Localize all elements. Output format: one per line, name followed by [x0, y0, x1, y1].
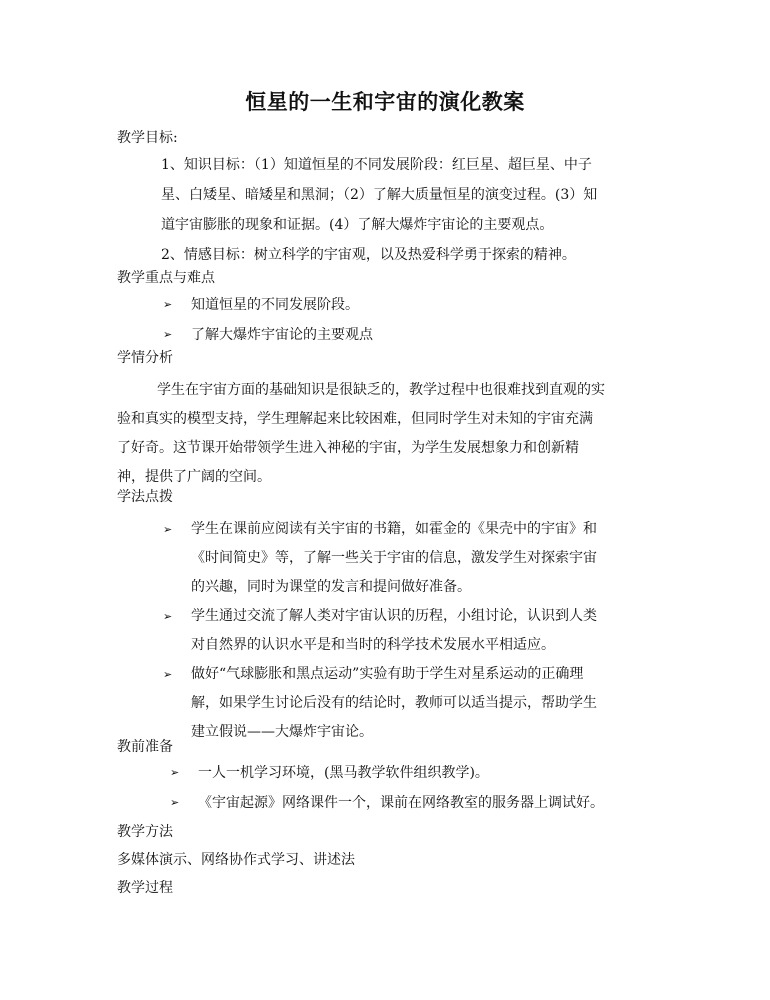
analysis-line: 学生在宇宙方面的基础知识是很缺乏的，教学过程中也很难找到直观的实 — [157, 382, 605, 398]
emotion-objective: 2、情感目标：树立科学的宇宙观，以及热爱科学勇于探索的精神。 — [161, 247, 576, 263]
key-points-list — [163, 290, 373, 350]
teaching-methods-text: 多媒体演示、网络协作式学习、讲述法 — [117, 852, 355, 868]
list-item: ➢ 《宇宙起源》网络课件一个，课前在网络教室的服务器上调试好。 — [170, 788, 604, 818]
knowledge-line: 道宇宙膨胀的现象和证据。(4）了解大爆炸宇宙论的主要观点。 — [161, 217, 554, 233]
key-points-heading: 教学重点与难点 — [117, 270, 215, 286]
process-heading: 教学过程 — [117, 880, 173, 896]
list-item: ➢ 学生通过交流了解人类对宇宙认识的历程，小组讨论，认识到人类 对自然界的认识水平是和当时的科学技术发展水平相适应。 — [163, 602, 597, 660]
methods-guide-heading: 学法点拨 — [117, 489, 173, 505]
analysis-heading: 学情分析 — [117, 350, 173, 366]
document-title: 恒星的一生和宇宙的演化教案 — [245, 89, 525, 114]
bullet-icon: ➢ — [163, 298, 173, 311]
objectives-knowledge — [117, 150, 662, 270]
list-item: ➢ 一人一机学习环境，(黑马教学软件组织教学)。 — [170, 758, 604, 788]
knowledge-line: 星、白矮星、暗矮星和黑洞；（2）了解大质量恒星的演变过程。(3）知 — [161, 187, 598, 203]
bullet-icon: ➢ — [163, 523, 173, 536]
preparation-heading: 教前准备 — [117, 739, 173, 755]
teaching-methods-heading: 教学方法 — [117, 824, 173, 840]
analysis-line: 神，提供了广阔的空间。 — [117, 469, 271, 485]
knowledge-line: 1、知识目标：（1）知道恒星的不同发展阶段：红巨星、超巨星、中子 — [161, 157, 592, 173]
list-item: ➢ 知道恒星的不同发展阶段。 — [163, 290, 373, 320]
list-item: ➢ 做好“气球膨胀和黑点运动”实验有助于学生对星系运动的正确理 解，如果学生讨论后没有的结论时，教师可以适当提示，帮助学生 建立假说——大爆炸宇宙论。 — [163, 660, 597, 747]
analysis-line: 验和真实的模型支持，学生理解起来比较困难，但同时学生对未知的宇宙充满 — [117, 411, 593, 427]
objectives-heading: 教学目标: — [117, 130, 178, 146]
list-item: ➢ 学生在课前应阅读有关宇宙的书籍，如霍金的《果壳中的宇宙》和 《时间简史》等，了解一些关于宇宙的信息，激发学生对探索宇宙 的兴趣，同时为课堂的发言和提问做好准备。 — [163, 515, 597, 602]
bullet-icon: ➢ — [163, 328, 173, 341]
bullet-icon: ➢ — [170, 766, 180, 779]
list-item: ➢ 了解大爆炸宇宙论的主要观点 — [163, 320, 373, 350]
analysis-line: 了好奇。这节课开始带领学生进入神秘的宇宙，为学生发展想象力和创新精 — [117, 440, 579, 456]
preparation-list — [170, 758, 604, 818]
analysis-paragraph — [117, 376, 662, 492]
bullet-icon: ➢ — [170, 796, 180, 809]
methods-guide-list — [163, 515, 597, 747]
bullet-icon: ➢ — [163, 668, 173, 681]
bullet-icon: ➢ — [163, 610, 173, 623]
